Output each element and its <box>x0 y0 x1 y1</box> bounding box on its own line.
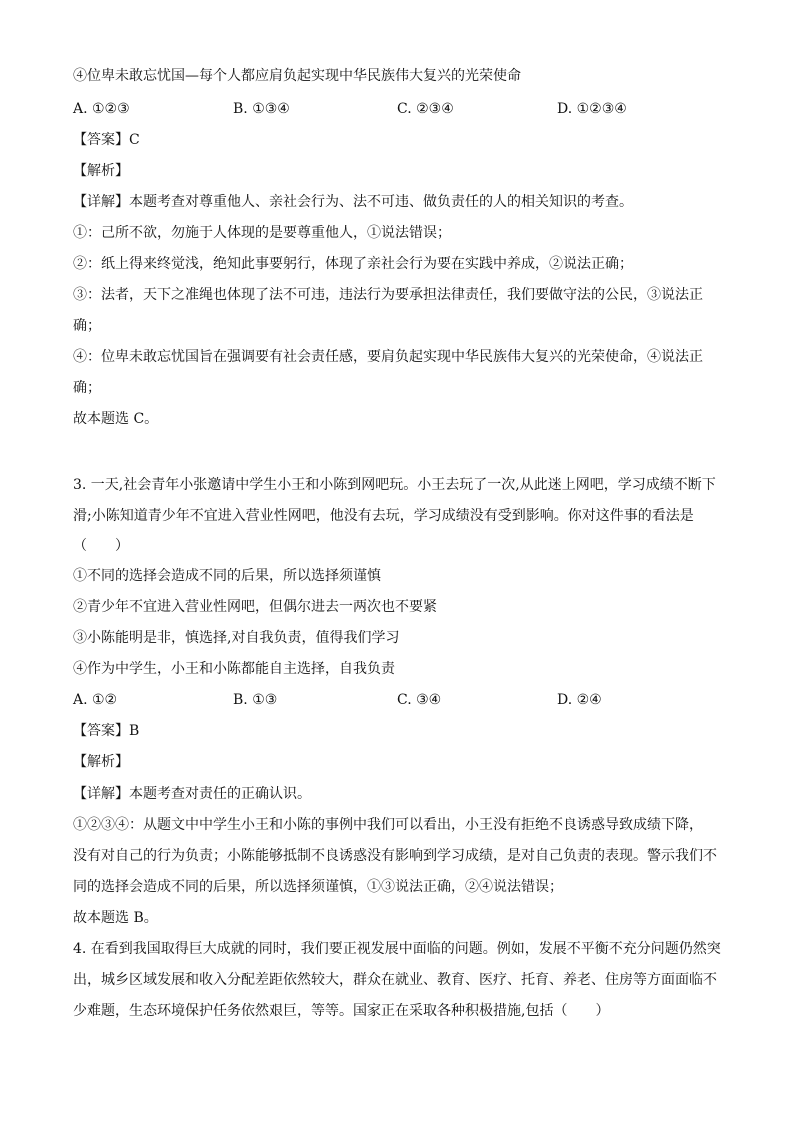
q3-statement: ④作为中学生，小王和小陈都能自主选择，自我负责 <box>73 661 395 677</box>
q2-explanation-line: ③：法者，天下之准绳也体现了法不可违，违法行为要承担法律责任，我们要做守法的公民，③说法正 <box>73 287 703 303</box>
q2-conclusion: 故本题选 C。 <box>73 411 159 427</box>
q4-stem-line: 少难题，生态环境保护任务依然艰巨，等等。国家正在采取各种积极措施,包括（ ） <box>73 1003 610 1019</box>
q2-explanation-line: 确； <box>73 318 101 334</box>
q2-explanation-line: 【详解】本题考查对尊重他人、亲社会行为、法不可违、做负责任的人的相关知识的考查。 <box>73 194 633 210</box>
q2-choice-d: D. ①②③④ <box>557 101 627 117</box>
q2-choice-b: B. ①③④ <box>233 101 290 117</box>
q2-option-4: ④位卑未敢忘忧国—每个人都应肩负起实现中华民族伟大复兴的光荣使命 <box>73 68 521 84</box>
q4-stem-line: 4. 在看到我国取得巨大成就的同时，我们要正视发展中面临的问题。例如，发展不平衡不充分问题仍然突 <box>73 941 721 957</box>
q2-explanation-line: 确； <box>73 380 101 396</box>
q3-choice-d: D. ②④ <box>557 692 602 708</box>
q2-explanation-line: ②：纸上得来终觉浅，绝知此事要躬行，体现了亲社会行为要在实践中养成，②说法正确； <box>73 256 633 272</box>
q3-stem-blank: （ ） <box>73 538 129 554</box>
q3-choice-a: A. ①② <box>73 692 118 708</box>
q3-analysis-label: 【解析】 <box>73 754 129 770</box>
q2-answer: 【答案】C <box>73 132 140 148</box>
q3-explanation-line: 同的选择会造成不同的后果，所以选择须谨慎，①③说法正确，②④说法错误； <box>73 879 563 895</box>
q3-answer: 【答案】B <box>73 723 140 739</box>
q2-choice-c: C. ②③④ <box>397 101 454 117</box>
q3-statement: ③小陈能明是非，慎选择,对自我负责，值得我们学习 <box>73 630 400 646</box>
q2-explanation-line: ④：位卑未敢忘忧国旨在强调要有社会责任感，要肩负起实现中华民族伟大复兴的光荣使命，④说法正 <box>73 349 703 365</box>
q3-conclusion: 故本题选 B。 <box>73 910 158 926</box>
q3-stem-line: 滑;小陈知道青少年不宜进入营业性网吧，他没有去玩，学习成绩没有受到影响。你对这件事的看法是 <box>73 508 694 524</box>
q3-statement: ①不同的选择会造成不同的后果，所以选择须谨慎 <box>73 568 381 584</box>
q3-statement: ②青少年不宜进入营业性网吧，但偶尔进去一两次也不要紧 <box>73 599 437 615</box>
q3-explanation-line: ①②③④：从题文中中学生小王和小陈的事例中我们可以看出，小王没有拒绝不良诱惑导致成绩下降， <box>73 817 703 833</box>
q3-explanation-line: 【详解】本题考查对责任的正确认识。 <box>73 786 311 802</box>
q3-stem-line: 3. 一天,社会青年小张邀请中学生小王和小陈到网吧玩。小王去玩了一次,从此迷上网吧，学习成绩不断下 <box>73 477 716 493</box>
q2-analysis-label: 【解析】 <box>73 163 129 179</box>
q4-stem-line: 出，城乡区域发展和收入分配差距依然较大，群众在就业、教育、医疗、托育、养老、住房等方面面临不 <box>73 972 717 988</box>
q3-explanation-line: 没有对自己的行为负责；小陈能够抵制不良诱惑没有影响到学习成绩，是对自己负责的表现。警示我们不 <box>73 848 717 864</box>
q3-choice-b: B. ①③ <box>233 692 278 708</box>
q2-choice-a: A. ①②③ <box>73 101 130 117</box>
q2-explanation-line: ①：己所不欲，勿施于人体现的是要尊重他人，①说法错误； <box>73 225 451 241</box>
q3-choice-c: C. ③④ <box>397 692 442 708</box>
